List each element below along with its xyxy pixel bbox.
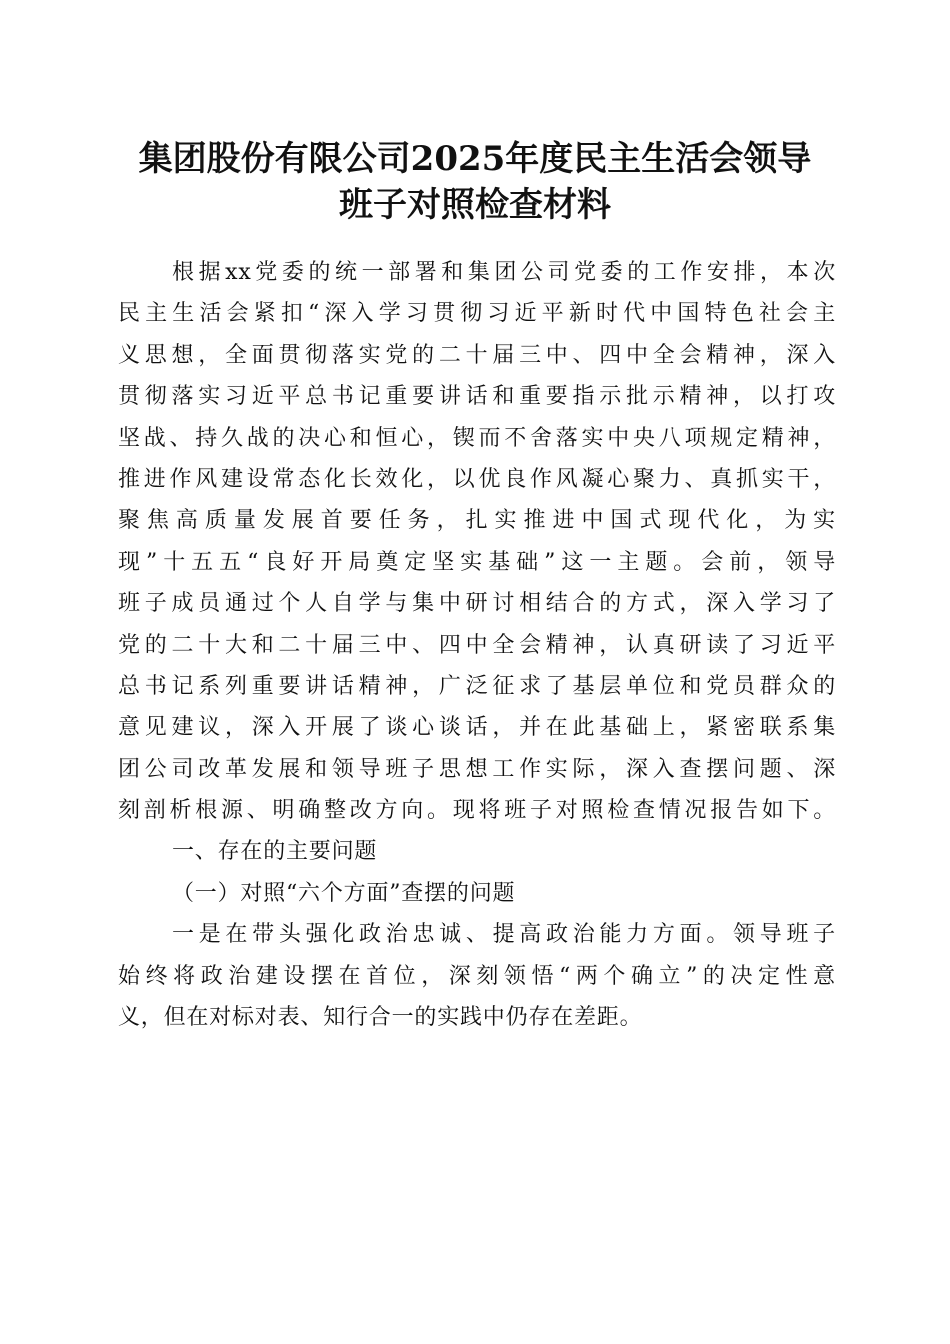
- title-line-2: 班子对照检查材料: [339, 185, 611, 225]
- paragraph-line: 总书记系列重要讲话精神，广泛征求了基层单位和党员群众的: [118, 673, 836, 699]
- paragraph-line: 贯彻落实习近平总书记重要讲话和重要指示批示精神，以打攻: [118, 384, 836, 410]
- paragraph-line: 团公司改革发展和领导班子思想工作实际，深入查摆问题、深: [118, 756, 836, 782]
- paragraph-line: 聚焦高质量发展首要任务，扎实推进中国式现代化，为实: [118, 508, 836, 534]
- paragraph-line: 坚战、持久战的决心和恒心，锲而不舍落实中央八项规定精神，: [118, 425, 836, 451]
- section-heading: 一、存在的主要问题: [172, 839, 378, 865]
- paragraph-line: 意见建议，深入开展了谈心谈话，并在此基础上，紧密联系集: [118, 715, 836, 741]
- paragraph-line: 党的二十大和二十届三中、四中全会精神，认真研读了习近平: [118, 632, 836, 658]
- paragraph-line: 始终将政治建设摆在首位，深刻领悟“两个确立”的决定性意: [118, 963, 836, 989]
- paragraph-line: 义，但在对标对表、知行合一的实践中仍存在差距。: [118, 1005, 643, 1031]
- paragraph-line: 一是在带头强化政治忠诚、提高政治能力方面。领导班子: [172, 922, 836, 948]
- title-line-1: 集团股份有限公司2025年度民主生活会领导: [138, 139, 812, 179]
- subsection-heading: （一）对照“六个方面”查摆的问题: [172, 880, 516, 906]
- paragraph-line: 刻剖析根源、明确整改方向。现将班子对照检查情况报告如下。: [118, 798, 836, 824]
- document-body: [118, 252, 836, 1038]
- paragraph-intro: [118, 252, 836, 831]
- paragraph-section: [118, 914, 836, 1038]
- paragraph-line: 推进作风建设常态化长效化，以优良作风凝心聚力、真抓实干，: [118, 466, 836, 492]
- paragraph-line: 义思想，全面贯彻落实党的二十届三中、四中全会精神，深入: [118, 342, 836, 368]
- document-title: [100, 136, 850, 228]
- paragraph-line: 班子成员通过个人自学与集中研讨相结合的方式，深入学习了: [118, 591, 836, 617]
- paragraph-line: 根据xx党委的统一部署和集团公司党委的工作安排，本次: [172, 260, 836, 285]
- paragraph-line: 民主生活会紧扣“深入学习贯彻习近平新时代中国特色社会主: [118, 301, 836, 327]
- paragraph-line: 现”十五五“良好开局奠定坚实基础”这一主题。会前，领导: [118, 549, 836, 575]
